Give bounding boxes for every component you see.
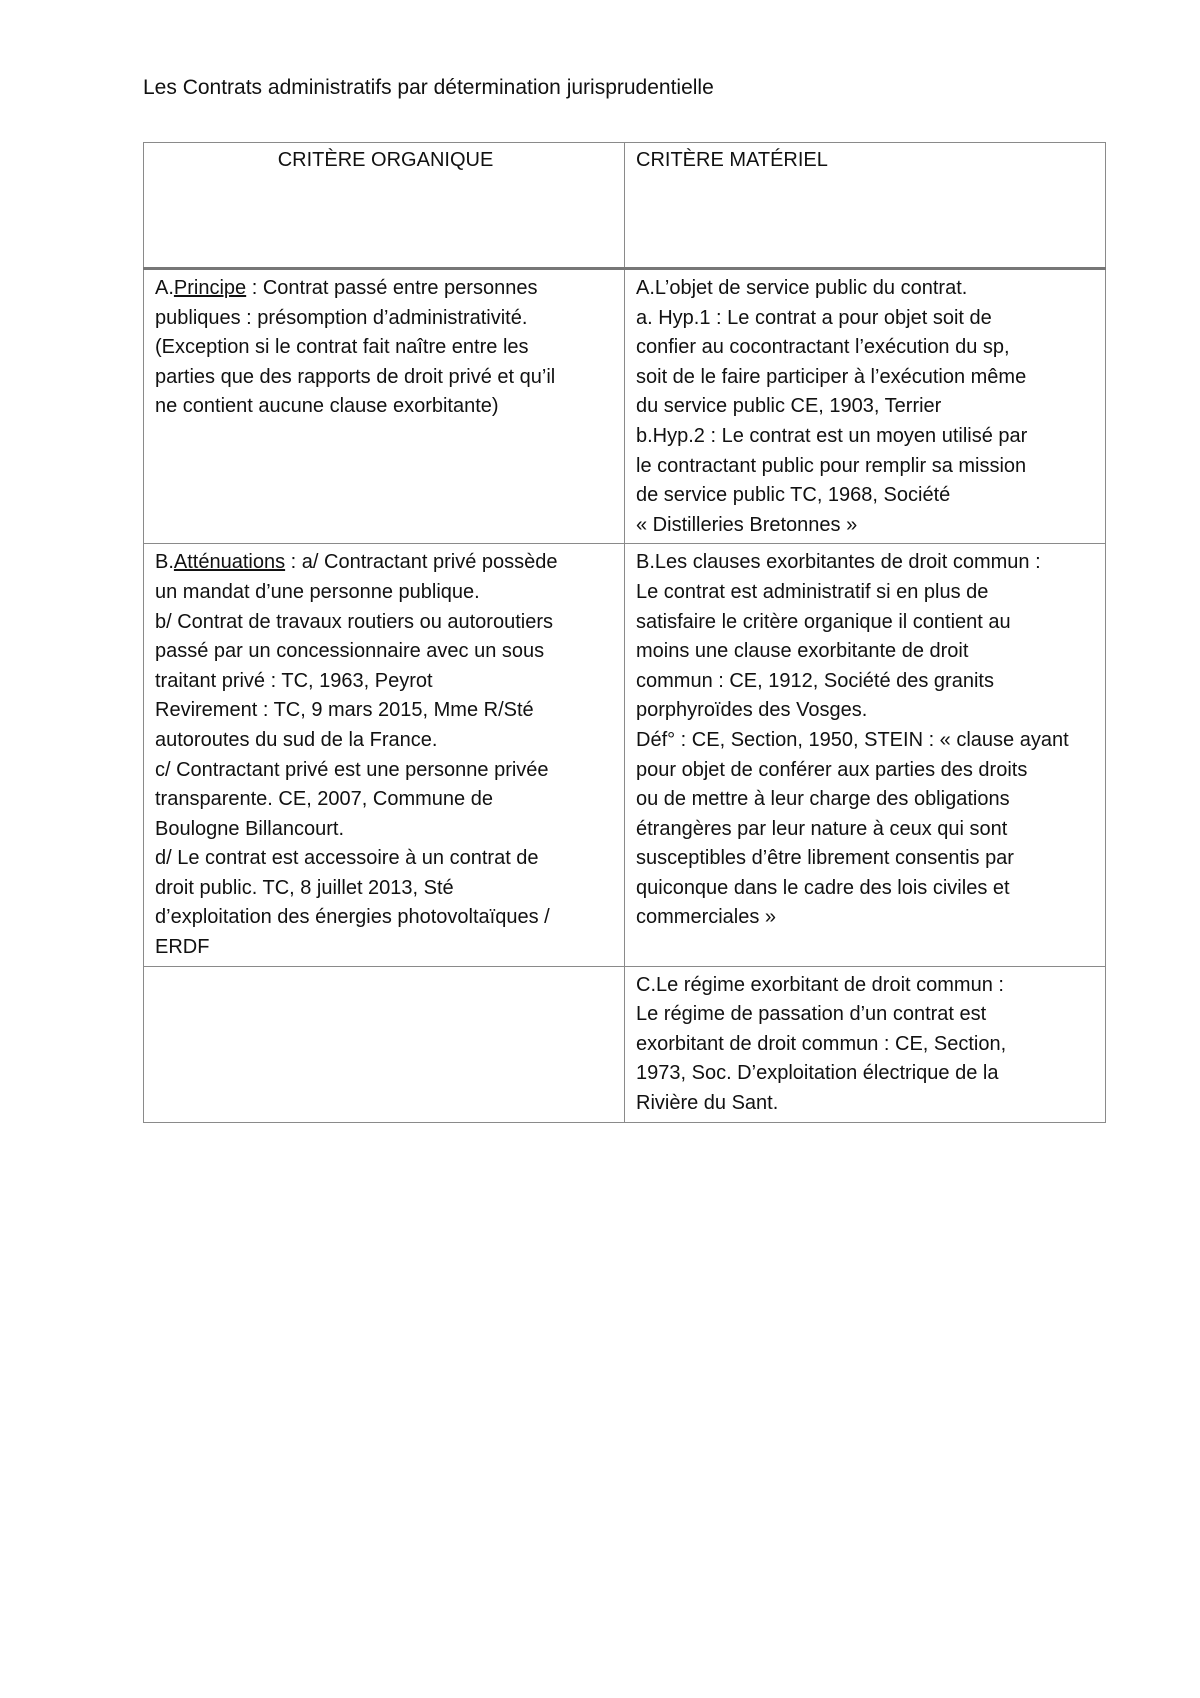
text-line: quiconque dans le cadre des lois civiles et [636,876,1010,899]
text-line: publiques : présomption d’administrativité. [155,306,528,329]
cell-exorbitant-regime [625,966,1106,1122]
text-line: ou de mettre à leur charge des obligations [636,788,1010,811]
text-line: le contractant public pour remplir sa mission [636,454,1027,477]
cell-attenuations [144,544,625,966]
text-line: b/ Contrat de travaux routiers ou autoroutiers [155,610,553,633]
text-line: 1973, Soc. D’exploitation électrique de la [636,1062,999,1085]
cell-exorbitant-clauses [625,544,1106,966]
text-line: C.Le régime exorbitant de droit commun : [636,973,1004,996]
text-line: Rivière du Sant. [636,1092,779,1115]
text-line: susceptibles d’être librement consentis par [636,847,1014,870]
text-line: satisfaire le critère organique il contient au [636,610,1011,633]
section-prefix: B. [155,551,174,574]
text-line: commerciales » [636,906,777,929]
table-row [144,269,1106,544]
section-heading-attenuations: Atténuations [173,551,286,574]
text-line: du service public CE, 1903, Terrier [636,395,942,418]
text-line: (Exception si le contrat fait naître entre les [155,336,529,359]
cell-empty [144,966,625,1122]
text-line: ERDF [155,936,210,959]
text-line: traitant privé : TC, 1963, Peyrot [155,669,433,692]
text-line: étrangères par leur nature à ceux qui sont [636,817,1008,840]
text-line: d/ Le contrat est accessoire à un contrat de [155,847,539,870]
text-line: autoroutes du sud de la France. [155,728,438,751]
text-line: Déf° : CE, Section, 1950, STEIN : « clause ayant [636,728,1069,751]
text-line: transparente. CE, 2007, Commune de [155,788,493,811]
text-line: confier au cocontractant l’exécution du sp, [636,336,1010,359]
text-line: Le régime de passation d’un contrat est [636,1003,987,1026]
header-material-criterion: CRITÈRE MATÉRIEL [625,143,1106,269]
section-prefix: A. [155,277,174,299]
text-line: Le contrat est administratif si en plus de [636,580,989,603]
text-line [155,274,616,304]
text-line: B.Les clauses exorbitantes de droit commun : [636,551,1041,574]
text-line [155,548,616,578]
text-line: porphyroïdes des Vosges. [636,699,868,722]
text-line: c/ Contractant privé est une personne privée [155,758,549,781]
cell-public-service-object [625,269,1106,544]
section-heading-principle: Principe [173,277,247,299]
text-line: b.Hyp.2 : Le contrat est un moyen utilisé par [636,424,1028,447]
text-line: un mandat d’une personne publique. [155,580,480,603]
text-line: Boulogne Billancourt. [155,817,345,840]
criteria-table [143,142,1106,1123]
text-line: droit public. TC, 8 juillet 2013, Sté [155,876,454,899]
text-line: a. Hyp.1 : Le contrat a pour objet soit de [636,306,992,329]
text-line: A.L’objet de service public du contrat. [636,277,968,299]
text-line: moins une clause exorbitante de droit [636,640,969,663]
text-line: passé par un concessionnaire avec un sous [155,640,545,663]
table-row [144,544,1106,966]
table-row [144,966,1106,1122]
header-organic-criterion: CRITÈRE ORGANIQUE [144,143,625,269]
text-line: d’exploitation des énergies photovoltaïques / [155,906,550,929]
text-line: Revirement : TC, 9 mars 2015, Mme R/Sté [155,699,534,722]
text-line: pour objet de conférer aux parties des droits [636,758,1028,781]
text-line: de service public TC, 1968, Société [636,484,951,507]
page-title: Les Contrats administratifs par détermination jurisprudentielle [143,76,714,99]
text-line: parties que des rapports de droit privé et qu’il [155,365,556,388]
text-fragment: : a/ Contractant privé possède [285,551,558,574]
text-line: soit de le faire participer à l’exécution même [636,365,1027,388]
text-line: « Distilleries Bretonnes » [636,513,858,536]
text-line: commun : CE, 1912, Société des granits [636,669,994,692]
cell-principle [144,269,625,544]
table-header-row [144,143,1106,269]
text-line: ne contient aucune clause exorbitante) [155,395,499,418]
text-line: exorbitant de droit commun : CE, Section, [636,1032,1007,1055]
text-fragment: : Contrat passé entre personnes [246,277,538,299]
